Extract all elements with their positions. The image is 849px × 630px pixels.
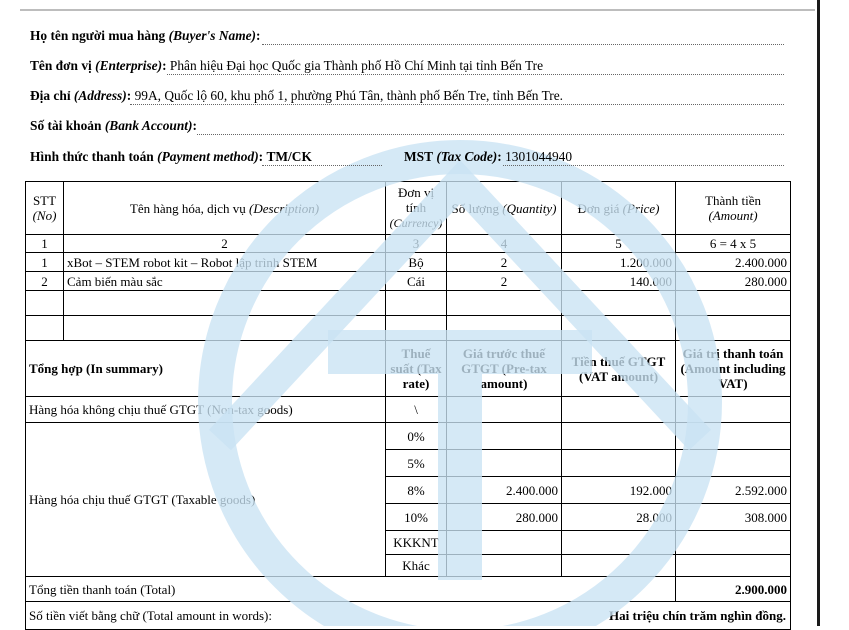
tax-code-value: 1301044940 (505, 149, 573, 164)
index-cell: 4 (447, 235, 562, 253)
rate-pretax (447, 555, 562, 577)
summary-header-row (26, 341, 791, 397)
table-row (26, 253, 791, 272)
rate-vat: 28.000 (562, 504, 676, 531)
bank-dotted-line (197, 134, 784, 135)
rate-row (26, 423, 791, 450)
rate-vat (562, 531, 676, 555)
address-value: 99A, Quốc lộ 60, khu phố 1, phường Phú Tân, thành phố Bến Tre, tỉnh Bến Tre. (134, 88, 564, 103)
grand-total-row (26, 577, 791, 602)
index-cell: 2 (64, 235, 386, 253)
col-header-amount: Thành tiền (Amount) (676, 182, 791, 235)
bank-line: Số tài khoản (Bank Account): (30, 118, 197, 133)
item-amount: 280.000 (676, 272, 791, 291)
rate-pretax: 280.000 (447, 504, 562, 531)
grand-total-label: Tổng tiền thanh toán (Total) (26, 577, 676, 602)
top-rule (20, 9, 815, 11)
rate-pretax (447, 423, 562, 450)
rate-pretax (447, 450, 562, 477)
index-row (26, 235, 791, 253)
empty-row (26, 291, 791, 316)
enterprise-value: Phân hiệu Đại học Quốc gia Thành phố Hồ Chí Minh tại tỉnh Bến Tre (169, 58, 544, 73)
rate-vat: 192.000 (562, 477, 676, 504)
item-quantity: 2 (447, 253, 562, 272)
rate-vat (562, 423, 676, 450)
page-right-edge (817, 0, 820, 626)
summary-tax-rate-header: Thuế suất (Tax rate) (386, 341, 447, 397)
nontax-label: Hàng hóa không chịu thuế GTGT (Non-tax goods) (26, 397, 386, 423)
rate-vat (562, 450, 676, 477)
buyer-dotted-line (262, 44, 784, 45)
col-header-unit: Đơn vị tính (Currency) (386, 182, 447, 235)
col-header-description: Tên hàng hóa, dịch vụ (Description) (64, 182, 386, 235)
payment-value: TM/CK (266, 149, 312, 164)
rate-vat (562, 555, 676, 577)
invoice-table (25, 181, 791, 630)
index-cell: 5 (562, 235, 676, 253)
rate-cell: 0% (386, 423, 447, 450)
buyer-line: Họ tên người mua hàng (Buyer's Name): (30, 28, 261, 43)
address-line: Địa chỉ (Address): 99A, Quốc lộ 60, khu phố 1, phường Phú Tân, thành phố Bến Tre, tỉnh Bến Tre. (30, 88, 564, 103)
rate-cell: 10% (386, 504, 447, 531)
col-header-no: STT (No) (26, 182, 64, 235)
payment-line: Hình thức thanh toán (Payment method): TM/CK (30, 149, 312, 164)
rate-total (676, 450, 791, 477)
empty-row (26, 316, 791, 341)
words-value: Hai triệu chín trăm nghìn đồng. (609, 608, 786, 623)
item-no: 1 (26, 253, 64, 272)
rate-total (676, 423, 791, 450)
summary-total-header: Giá trị thanh toán (Amount including VAT) (676, 341, 791, 397)
enterprise-line: Tên đơn vị (Enterprise): Phân hiệu Đại học Quốc gia Thành phố Hồ Chí Minh tại tỉnh Bến Tre (30, 58, 544, 73)
grand-total-value: 2.900.000 (676, 577, 791, 602)
rate-pretax (447, 531, 562, 555)
summary-pretax-header: Giá trước thuế GTGT (Pre-tax amount) (447, 341, 562, 397)
words-cell (26, 602, 791, 630)
nontax-row (26, 397, 791, 423)
item-price: 1.200.000 (562, 253, 676, 272)
tax-code-dotted-line (503, 165, 784, 166)
item-quantity: 2 (447, 272, 562, 291)
index-cell: 1 (26, 235, 64, 253)
taxable-label: Hàng hóa chịu thuế GTGT (Taxable goods) (26, 423, 386, 577)
table-row (26, 272, 791, 291)
tax-code-line: MST (Tax Code): 1301044940 (404, 149, 573, 164)
rate-total: 2.592.000 (676, 477, 791, 504)
item-no: 2 (26, 272, 64, 291)
summary-title: Tổng hợp (In summary) (26, 341, 386, 397)
item-unit: Cái (386, 272, 447, 291)
words-row (26, 602, 791, 630)
rate-total: 308.000 (676, 504, 791, 531)
index-cell: 6 = 4 x 5 (676, 235, 791, 253)
payment-dotted-line (262, 165, 382, 166)
rate-cell: 8% (386, 477, 447, 504)
summary-vat-header: Tiền thuế GTGT (VAT amount) (562, 341, 676, 397)
item-description: Cảm biến màu sắc (64, 272, 386, 291)
item-unit: Bộ (386, 253, 447, 272)
rate-pretax: 2.400.000 (447, 477, 562, 504)
col-header-quantity: Số lượng (Quantity) (447, 182, 562, 235)
nontax-rate: \ (386, 397, 447, 423)
words-label: Số tiền viết bằng chữ (Total amount in words): (29, 608, 272, 623)
item-amount: 2.400.000 (676, 253, 791, 272)
item-price: 140.000 (562, 272, 676, 291)
index-cell: 3 (386, 235, 447, 253)
col-header-price: Đơn giá (Price) (562, 182, 676, 235)
rate-cell: KKKNT (386, 531, 447, 555)
address-dotted-line (130, 104, 784, 105)
table-header-row (26, 182, 791, 235)
enterprise-dotted-line (167, 74, 784, 75)
rate-cell: Khác (386, 555, 447, 577)
rate-total (676, 531, 791, 555)
item-description: xBot – STEM robot kit – Robot lập trình STEM (64, 253, 386, 272)
rate-cell: 5% (386, 450, 447, 477)
rate-total (676, 555, 791, 577)
